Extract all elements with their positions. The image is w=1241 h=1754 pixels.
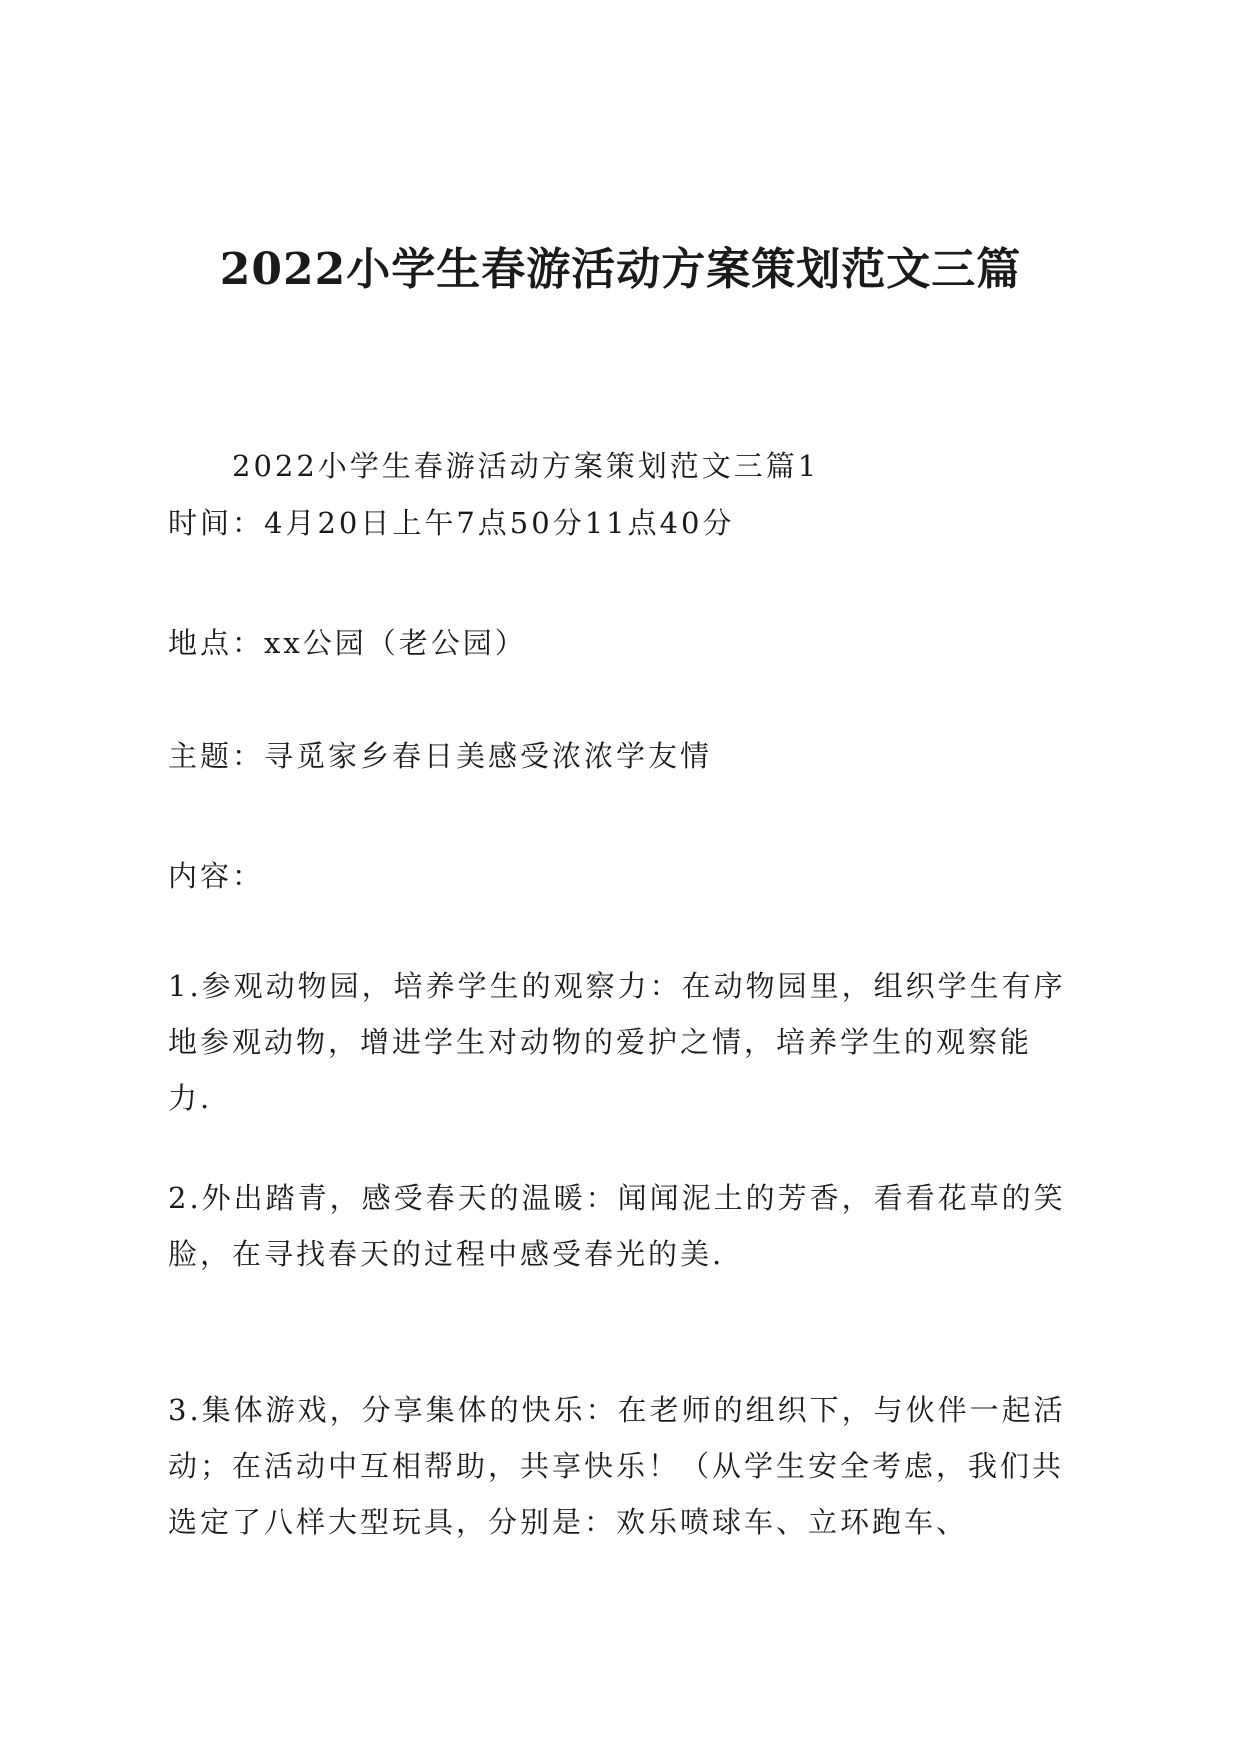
content-label: 内容：: [168, 859, 265, 893]
section-heading: 2022小学生春游活动方案策划范文三篇1: [232, 449, 820, 483]
content-item-1: 1.参观动物园，培养学生的观察力：在动物园里，组织学生有序地参观动物，增进学生对动物的爱护之情，培养学生的观察能力.: [168, 969, 1066, 1115]
theme-line: 主题：寻觅家乡春日美感受浓浓学友情: [168, 739, 713, 773]
time-line: 时间：4月20日上午7点50分11点40分: [168, 506, 735, 540]
place-line: 地点：xx公园（老公园）: [168, 626, 527, 660]
content-item-3: 3.集体游戏，分享集体的快乐：在老师的组织下，与伙伴一起活动；在活动中互相帮助，共享快乐！（从学生安全考虑，我们共选定了八样大型玩具，分别是：欢乐喷球车、立环跑车、: [168, 1393, 1066, 1539]
document-title: 2022小学生春游活动方案策划范文三篇: [219, 244, 1022, 295]
content-item-2: 2.外出踏青，感受春天的温暖：闻闻泥土的芳香，看看花草的笑脸，在寻找春天的过程中感受春光的美.: [168, 1181, 1066, 1271]
